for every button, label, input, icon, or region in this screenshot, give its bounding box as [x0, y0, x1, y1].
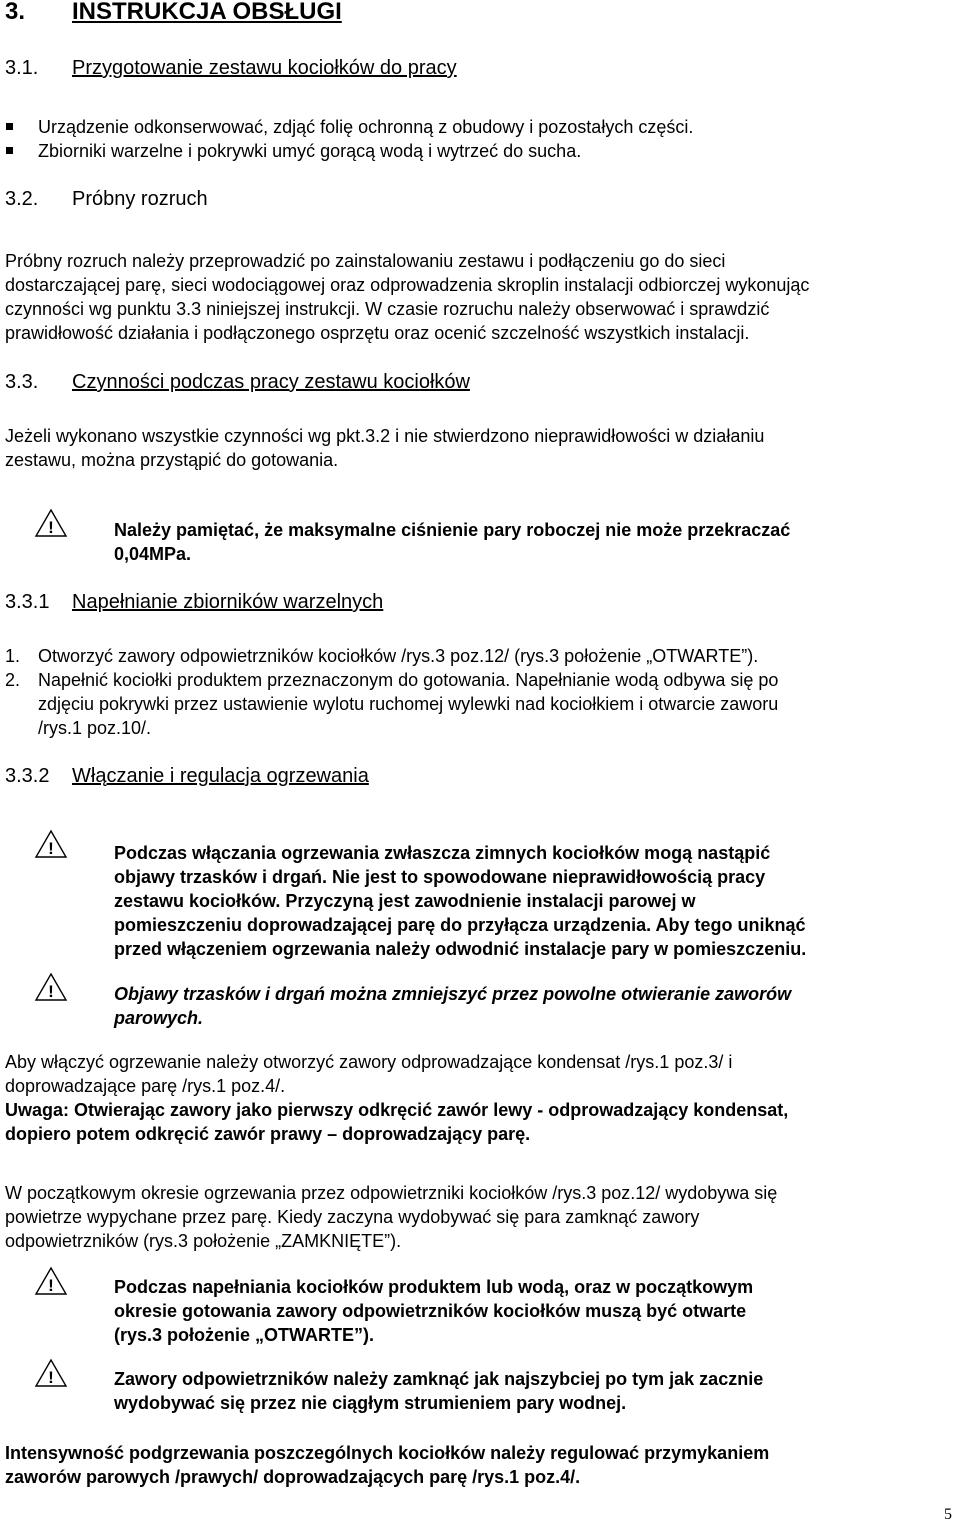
section-number: 3. [5, 0, 26, 25]
warning-text: Zawory odpowietrzników należy zamknąć jak najszybciej po tym jak zacznie [114, 1369, 764, 1389]
paragraph-line: Aby włączyć ogrzewanie należy otworzyć zawory odprowadzające kondensat /rys.1 poz.3/ i [5, 1052, 733, 1072]
bullet-text: Zbiorniki warzelne i pokrywki umyć gorącą wodą i wytrzeć do sucha. [38, 141, 582, 161]
paragraph-line: Próbny rozruch należy przeprowadzić po zainstalowaniu zestawu i podłączeniu go do sieci [5, 251, 726, 271]
warning-text: pomieszczeniu doprowadzającej parę do przyłącza urządzenia. Aby tego uniknąć [114, 915, 806, 935]
s33-number: 3.3. [5, 371, 39, 393]
paragraph-line: prawidłowość działania i podłączonego osprzętu oraz ocenić szczelność wszystkich instalacji. [5, 323, 750, 343]
list-item-text: zdjęciu pokrywki przez ustawienie wylotu ruchomej wylewki nad kociołkiem i otwarcie zaworu [38, 694, 779, 714]
paragraph-line: powietrze wypychane przez parę. Kiedy zaczyna wydobywać się para zamknąć zawory [5, 1207, 700, 1227]
svg-text:!: ! [48, 1368, 54, 1387]
list-item-number: 1. [5, 646, 21, 666]
svg-text:!: ! [48, 518, 54, 537]
warning-text: zestawu kociołków. Przyczyną jest zawodnienie instalacji parowej w [114, 891, 696, 911]
warning-icon [34, 1266, 68, 1296]
bullet-text: Urządzenie odkonserwować, zdjąć folię ochronną z obudowy i pozostałych części. [38, 117, 694, 137]
warning-text: objawy trzasków i drgań. Nie jest to spowodowane nieprawidłowością pracy [114, 867, 766, 887]
list-item-text: /rys.1 poz.10/. [38, 718, 152, 738]
warning-text: okresie gotowania zawory odpowietrzników kociołków muszą być otwarte [114, 1301, 747, 1321]
note-text: dopiero potem odkręcić zawór prawy – doprowadzający parę. [5, 1124, 531, 1144]
note-text: Uwaga: Otwierając zawory jako pierwszy odkręcić zawór lewy - odprowadzający kondensat, [5, 1100, 789, 1120]
final-text: zaworów parowych /prawych/ doprowadzających parę /rys.1 poz.4/. [5, 1467, 581, 1487]
warning-icon [34, 972, 68, 1002]
list-item-number: 2. [5, 670, 21, 690]
warning-text: przed włączeniem ogrzewania należy odwodnić instalacje pary w pomieszczeniu. [114, 939, 807, 959]
s31-number: 3.1. [5, 57, 39, 79]
warning-text: (rys.3 położenie „OTWARTE”). [114, 1325, 375, 1345]
warning-text: Objawy trzasków i drgań można zmniejszyć przez powolne otwieranie zaworów [114, 984, 792, 1004]
svg-text:!: ! [48, 1276, 54, 1295]
final-text: Intensywność podgrzewania poszczególnych kociołków należy regulować przymykaniem [5, 1443, 770, 1463]
paragraph-line: odpowietrzników (rys.3 położenie „ZAMKNIĘTE”). [5, 1231, 402, 1251]
s32-title: Próbny rozruch [72, 188, 208, 210]
s331-title: Napełnianie zbiorników warzelnych [72, 591, 384, 613]
bullet-marker [6, 147, 13, 154]
warning-text: wydobywać się przez nie ciągłym strumieniem pary wodnej. [114, 1393, 627, 1413]
paragraph-line: zestawu, można przystąpić do gotowania. [5, 450, 339, 470]
s33-title: Czynności podczas pracy zestawu kociołków [72, 371, 470, 393]
paragraph-line: W początkowym okresie ogrzewania przez odpowietrzniki kociołków /rys.3 poz.12/ wydobywa się [5, 1183, 778, 1203]
list-item-text: Otworzyć zawory odpowietrzników kociołków /rys.3 poz.12/ (rys.3 położenie „OTWARTE”). [38, 646, 759, 666]
warning-icon [34, 1358, 68, 1388]
paragraph-line: Jeżeli wykonano wszystkie czynności wg pkt.3.2 i nie stwierdzono nieprawidłowości w działaniu [5, 426, 765, 446]
paragraph-line: dostarczającej parę, sieci wodociągowej oraz odprowadzenia skroplin instalacji odbiorczej wykonując [5, 275, 810, 295]
warning-text: parowych. [114, 1008, 204, 1028]
svg-text:!: ! [48, 982, 54, 1001]
warning-text: Podczas napełniania kociołków produktem lub wodą, oraz w początkowym [114, 1277, 754, 1297]
warning-text: 0,04MPa. [114, 544, 192, 564]
s31-title: Przygotowanie zestawu kociołków do pracy [72, 57, 457, 79]
warning-text: Należy pamiętać, że maksymalne ciśnienie pary roboczej nie może przekraczać [114, 520, 791, 540]
s331-number: 3.3.1 [5, 591, 50, 613]
s32-number: 3.2. [5, 188, 39, 210]
warning-icon [34, 829, 68, 859]
bullet-marker [6, 123, 13, 130]
list-item-text: Napełnić kociołki produktem przeznaczonym do gotowania. Napełnianie wodą odbywa się po [38, 670, 779, 690]
svg-text:!: ! [48, 839, 54, 858]
paragraph-line: czynności wg punktu 3.3 niniejszej instrukcji. W czasie rozruchu należy obserwować i sprawdzić [5, 299, 770, 319]
paragraph-line: doprowadzające parę /rys.1 poz.4/. [5, 1076, 286, 1096]
s332-title: Włączanie i regulacja ogrzewania [72, 765, 369, 787]
page-number: 5 [944, 1506, 952, 1523]
warning-text: Podczas włączania ogrzewania zwłaszcza zimnych kociołków mogą nastąpić [114, 843, 771, 863]
warning-icon [34, 508, 68, 538]
s332-number: 3.3.2 [5, 765, 50, 787]
section-title: INSTRUKCJA OBSŁUGI [72, 0, 342, 25]
